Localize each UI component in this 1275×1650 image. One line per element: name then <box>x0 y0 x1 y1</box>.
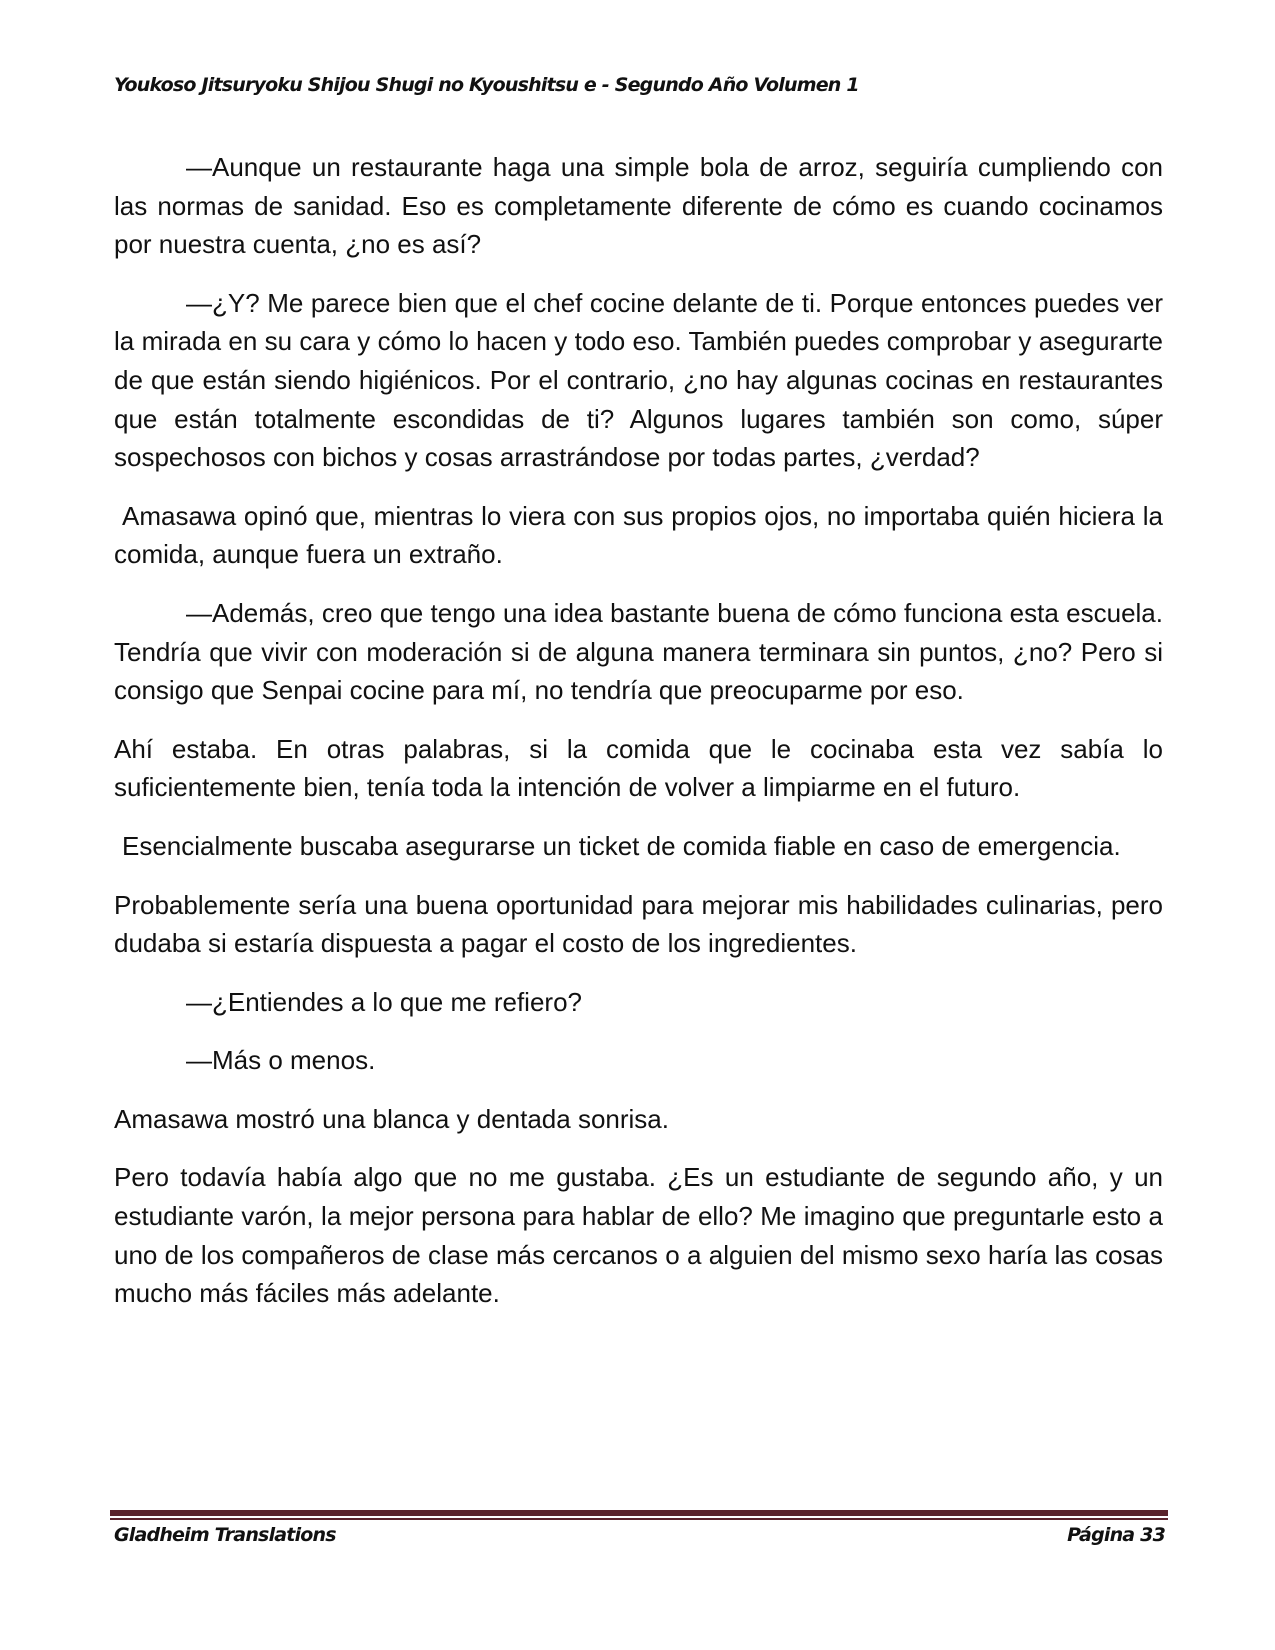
paragraph: Amasawa opinó que, mientras lo viera con sus propios ojos, no importaba quién hiciera la comida, aunque fuera un extraño. <box>114 500 1163 570</box>
running-header: Youkoso Jitsuryoku Shijou Shugi no Kyoushitsu e - Segundo Año Volumen 1 <box>114 74 859 96</box>
page-number: Página 33 <box>1067 1524 1165 1546</box>
paragraph: Probablemente sería una buena oportunidad para mejorar mis habilidades culinarias, pero dudaba si estaría dispuesta a pagar el costo de los ingredientes. <box>114 889 1163 959</box>
paragraph: Esencialmente buscaba asegurarse un ticket de comida fiable en caso de emergencia. <box>122 830 1121 861</box>
footer-rule <box>110 1510 1168 1516</box>
paragraph: Ahí estaba. En otras palabras, si la comida que le cocinaba esta vez sabía lo suficientemente bien, tenía toda la intención de volver a limpiarme en el futuro. <box>114 733 1163 803</box>
paragraph: Pero todavía había algo que no me gustaba. ¿Es un estudiante de segundo año, y un estudiante varón, la mejor persona para hablar de ello? Me imagino que preguntarle esto a uno de los compañeros de clase más cercanos o a alguien del mismo sexo haría las cosas mucho más fáciles más adelante. <box>114 1162 1163 1309</box>
paragraph: —Además, creo que tengo una idea bastante buena de cómo funciona esta escuela. Tendría que vivir con moderación si de alguna manera terminara sin puntos, ¿no? Pero si consigo que Senpai cocine para mí, no tendría que preocuparme por eso. <box>114 597 1163 706</box>
footer-rule-thin <box>110 1518 1168 1520</box>
paragraph: —¿Y? Me parece bien que el chef cocine delante de ti. Porque entonces puedes ver la mirada en su cara y cómo lo hacen y todo eso. También puedes comprobar y asegurarte de que están siendo higiénicos. Por el contrario, ¿no hay algunas cocinas en restaurantes que están totalmente escondidas de ti? Algunos lugares también son como, súper sospechosos con bichos y cosas arrastrándose por todas partes, ¿verdad? <box>114 287 1163 473</box>
page-body <box>114 148 1163 1333</box>
paragraph: Amasawa mostró una blanca y dentada sonrisa. <box>114 1103 669 1134</box>
footer-publisher: Gladheim Translations <box>114 1524 336 1546</box>
paragraph: —Más o menos. <box>186 1045 376 1076</box>
paragraph: —Aunque un restaurante haga una simple bola de arroz, seguiría cumpliendo con las normas de sanidad. Eso es completamente diferente de cómo es cuando cocinamos por nuestra cuenta, ¿no es así? <box>114 152 1163 260</box>
paragraph: —¿Entiendes a lo que me refiero? <box>186 986 582 1017</box>
